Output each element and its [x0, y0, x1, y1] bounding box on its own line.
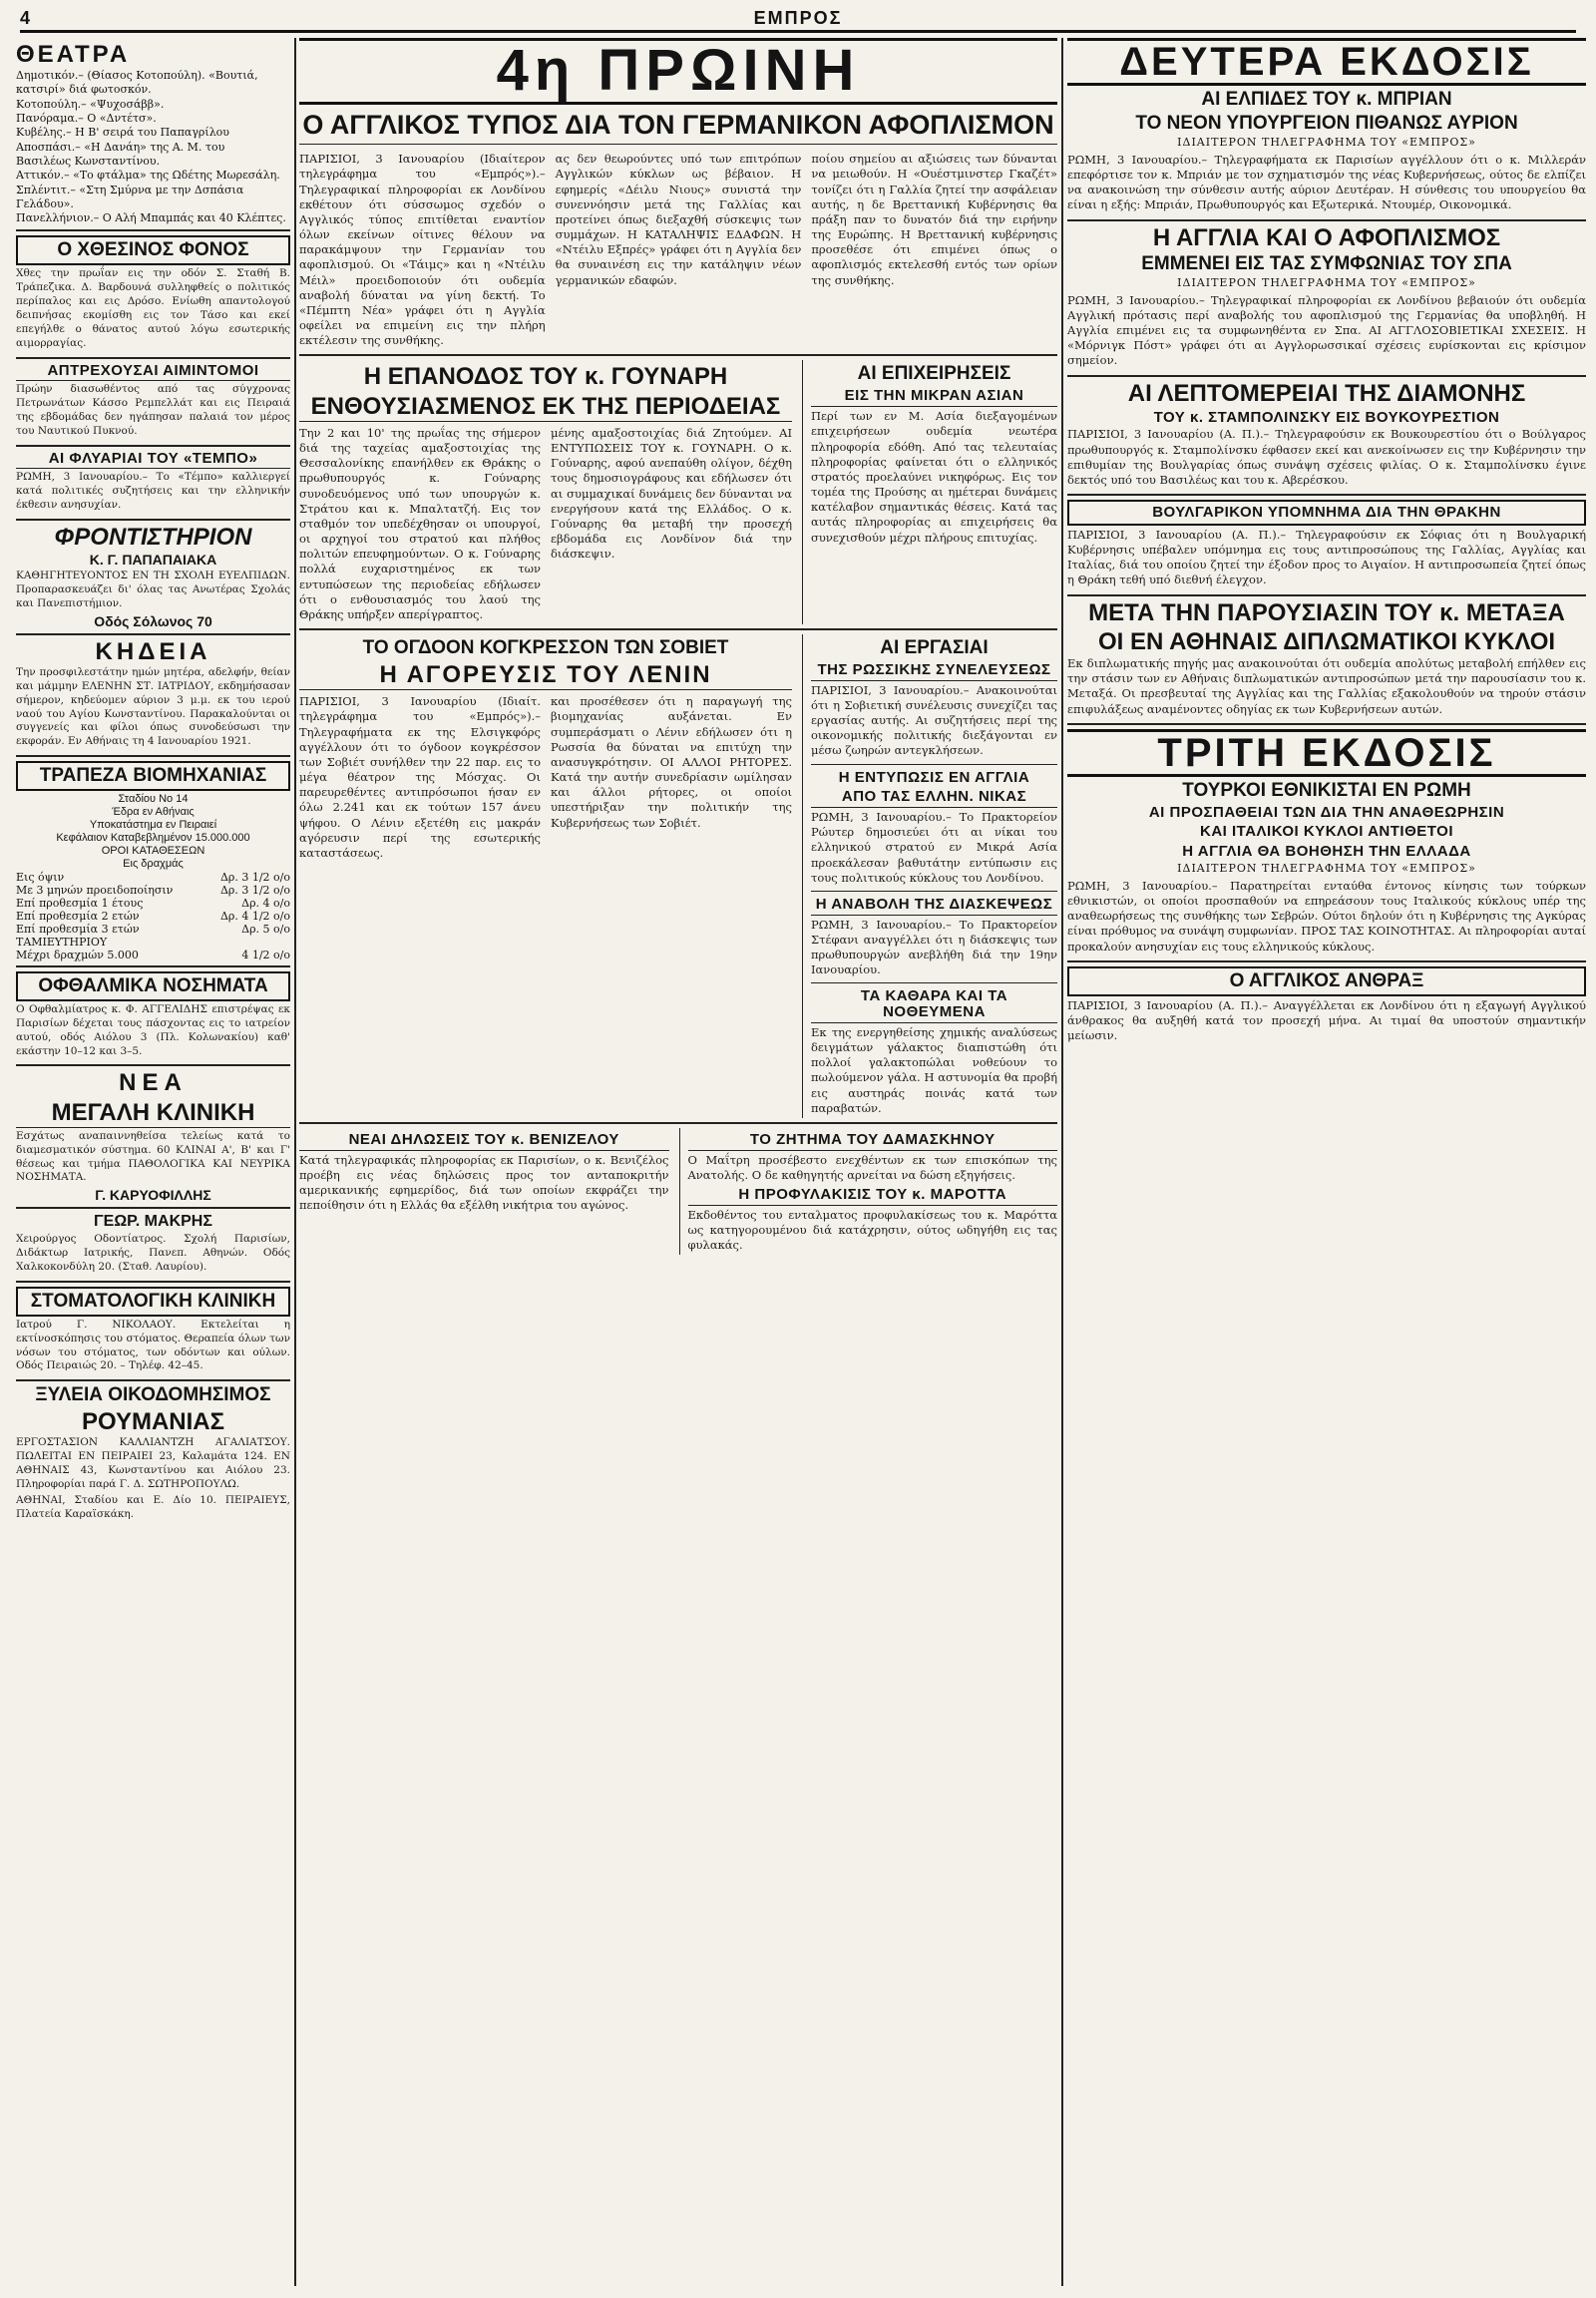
lenin-row: [299, 634, 1057, 1124]
page-number: 4: [20, 8, 33, 28]
bank-rate-value: Δρ. 3 1/2 ο/ο: [219, 884, 290, 898]
theatres-section: [16, 42, 290, 231]
bank-lines: [16, 793, 290, 870]
murder-text: Χθες την πρωΐαν εις την οδόν Σ. Σταθή Β. Τράπεζικα. Δ. Βαρδουνά συλληφθείς ο πολιτικός περίπαλος και εις Δρόσο. Ενίωθη απαντολογού δειπνήσας εκομίσθη εις τον Τάσο και εκεί επεγήλθε ο θάνατος αυτού λόγω εσωτερικής αιμορραγίας.: [16, 267, 290, 349]
theatre-listing: Αποσπάσι.– «Η Δανάη» της Α. Μ. του: [16, 140, 225, 154]
nike-text: ΡΩΜΗ, 3 Ιανουαρίου.– Το Πρακτορείον Ρώυτερ δημοσιεύει ότι αι νίκαι του ελληνικού στρατού εν Μικρά Ασία προεκάλεσαν βαθυτάτην εντύπωσιν εις τους πολιτικούς κύκλους του Λονδίνου.: [811, 810, 1057, 885]
timber-title: ΞΥΛΕΙΑ ΟΙΚΟΔΟΜΗΣΙΜΟΣ: [35, 1384, 271, 1406]
stambolinsky-text: ΠΑΡΙΣΙΟΙ, 3 Ιανουαρίου (Α. Π.).– Τηλεγραφούσιν εκ Βουκουρεστίου ότι ο Βούλγαρος πρωθυπουργός κ. Σταμπολίνσκυ έφθασεν εκεί και ανεκοίνωσεν εις την Κυβέρνησιν την επιθυμίαν της Βουλγαρίας όπως συνάψη σχέσεις φιλίας. Ο κ. Σταμπολίνσκυ έγινε δεκτός υπό του Βασιλέως και του κ. Αβερέσκου.: [1067, 427, 1586, 487]
theatre-listing: Κοτοπούλη.– «Ψυχοσάββ».: [16, 97, 165, 111]
masthead-title: ΕΜΠΡΟΣ: [753, 8, 843, 28]
eye-ad: [16, 971, 290, 1066]
disarm-byline: ΙΔΙΑΙΤΕΡΟΝ ΤΗΛΕΓΡΑΦΗΜΑ ΤΟΥ «ΕΜΠΡΟΣ»: [1177, 275, 1476, 289]
briand-title: ΑΙ ΕΛΠΙΔΕΣ ΤΟΥ κ. ΜΠΡΙΑΝ: [1201, 89, 1452, 110]
metaxas-article: [1067, 600, 1586, 725]
marotta-text: Εκδοθέντος του ενταλματος προφυλακίσεως του κ. Μαρόττα ως κατηγορουμένου διά κατάχρησιν, ούτος ωδηγήθη εις τας φυλακάς.: [687, 1207, 1057, 1253]
lenin-text: ΠΑΡΙΣΙΟΙ, 3 Ιανουαρίου (Ιδιαίτ. τηλεγράφημα του «Εμπρός»).– Τηλεγραφήματα εκ της Ελσιγκφόρς αγγέλλουν ότι το όγδοον κογκρέσσον των Σοβιέτ συνήλθεν την 22 παρ. εις το μέγα θέατρον της Μόσχας. Οι παρευρεθέντες αντιπρόσωποι ήσαν εν όλω 2.241 και εκ τούτων 157 άνευ ψήφου. Ο Λένιν εξετέθη εις μακράν αγόρευσιν περί της εσωτερικής καταστάσεως.: [299, 694, 541, 860]
theatres-title: ΘΕΑΤΡΑ: [16, 41, 131, 68]
bank-info-line: ΟΡΟΙ ΚΑΤΑΘΕΣΕΩΝ: [101, 845, 205, 858]
bank-rate-label: Εις όψιν: [16, 871, 65, 885]
dentist-name: ΓΕΩΡ. ΜΑΚΡΗΣ: [94, 1213, 212, 1231]
murder-section: [16, 235, 290, 358]
gounaris-text: Την 2 και 10' της πρωΐας της σήμερον διά της ταχείας αμαξοστοιχίας της Θεσσαλονίκης επανήλθεν εκ Θράκης ο πρωθυπουργός κ. Γούναρης συνοδευόμενος υπό των υπουργών κ. Στράτου και κ. Μπαλτατζή. Εις τον σταθμόν τον υπεδέχθησαν οι υπουργοί, οι αρχηγοί του στρατού και πλήθος πολιτών επευφημούντων. Ο κ. Γούναρης πολλά ευχαριστημένος εκ των εντυπώσεων της περιοδείας εδήλωσεν ότι ο ενθουσιασμός του λαού της Θράκης υπήρξεν απερίγραπτος.: [299, 425, 541, 621]
bank-rate-row: [16, 949, 290, 961]
bank-rate-value: Δρ. 4 ο/ο: [241, 897, 290, 911]
metaxas-subtitle: ΟΙ ΕΝ ΑΘΗΝΑΙΣ ΔΙΠΛΩΜΑΤΙΚΟΙ ΚΥΚΛΟΙ: [1097, 627, 1556, 655]
side-articles: [802, 634, 1057, 1118]
mouth-clinic-text: Ιατρού Γ. ΝΙΚΟΛΑΟΥ. Εκτελείται η εκτίνοσκόπησις του στόματος. Θεραπεία όλων των νόσων του στόματος, των οδόντων και ούλων. Οδός Πειραιώς 20. – Τηλέφ. 42–45.: [16, 1318, 290, 1372]
bank-info-line: Υποκατάστημα εν Πειραιεί: [89, 819, 217, 832]
doctors-title: ΑΠΤΡΕΧΟΥΣΑΙ ΑΙΜΙΝΤΟΜΟΙ: [16, 363, 290, 382]
dentist-text: Χειρούργος Οδοντίατρος. Σχολή Παρισίων, Διδάκτωρ Ιατρικής, Πανεπ. Αθηνών. Οδός Χαλκοκονδύλη 20. (Σταθ. Λαυρίου).: [16, 1233, 290, 1274]
coal-title: Ο ΑΓΓΛΙΚΟΣ ΑΝΘΡΑΞ: [1067, 966, 1586, 996]
bottom-row: [299, 1128, 1057, 1255]
third-edition-article: [1067, 729, 1586, 962]
theatre-listing: Κυβέλης.– Η Β' σειρά του Παπαγρίλου: [16, 126, 229, 140]
column-rule: [294, 38, 296, 2286]
asia-text: Περί των εν Μ. Ασία διεξαγομένων επιχειρήσεων ουδεμία νεωτέρα πληροφορία εδόθη. Από τας τελευταίας πληροφορίας φαίνεται ότι ο ελληνικός στρατός προελαύνει νικηφόρως. Εις τον τομέα της Προύσης αι ημέτεραι δυνάμεις κατέλαβον σημαντικάς θέσεις. Κατά τας αυτάς πληροφορίας αι επιχειρήσεις θα συνεχισθούν μέχρι πλήρους επιτυχίας.: [811, 409, 1057, 545]
stambolinsky-article: [1067, 381, 1586, 497]
clinic-new-label: ΝΕΑ: [119, 1069, 188, 1097]
school-title: ΦΡΟΝΤΙΣΤΗΡΙΟΝ: [54, 524, 252, 552]
bank-rate-row: [16, 897, 290, 910]
nike-subtitle: ΑΠΟ ΤΑΣ ΕΛΛΗΝ. ΝΙΚΑΣ: [811, 789, 1057, 808]
funeral-text: Την προσφιλεστάτην ημών μητέρα, αδελφήν, θείαν και μάμμην ΕΛΕΝΗΝ ΣΤ. ΙΑΤΡΙΔΟΥ, εκδημήσασαν σήμερον, κηδεύομεν αύριον 3 μ.μ. εκ του ιερού ναού του Αγίου Κωνσταντίνου. Παρακαλούνται οι συγγενείς και φίλοι όπως συνοδεύσωσι την εκφοράν. Εν Αθήναις τη 4 Ιανουαρίου 1921.: [16, 666, 290, 748]
divider: [299, 144, 1057, 145]
edition-title-third: ΤΡΙΤΗ ΕΚΔΟΣΙΣ: [1067, 729, 1586, 777]
lenin-text-2: και προσέθεσεν ότι η παραγωγή της βιομηχανίας αυξάνεται. Εν συμπεράσματι ο Λένιν εδήλωσεν ότι η Ρωσσία θα δύναται να επιτύχη την ανασυγκρότησιν. ΟΙ ΑΛΛΟΙ ΡΗΤΟΡΕΣ. Κατά την αυτήν συνεδρίασιν ωμίλησαν και άλλοι ρήτορες, οι οποίοι υπεστήριξαν την πολιτικήν της Κυβερνήσεως των Σοβιέτ.: [551, 694, 792, 830]
damaskinos-title: ΤΟ ΖΗΤΗΜΑ ΤΟΥ ΔΑΜΑΣΚΗΝΟΥ: [688, 1132, 1058, 1151]
theatre-listing: Σπλέντιτ.– «Στη Σμύρνα με την Δσπάσια Γελάδου».: [16, 183, 244, 210]
doctors-text: Πρώην διασωθέντος από τας σύγχρονας Πετρωνάτων Κάσσο Ρεμπελλάτ και εις Πειραιά της εβδομάδας δεν ηγάπησαν παλαιά τον μέρος του Ναυτικού Πυκνού.: [16, 383, 290, 437]
congress-title: ΑΙ ΕΡΓΑΣΙΑΙ: [880, 637, 989, 659]
bank-rate-value: 4 1/2 ο/ο: [241, 949, 290, 962]
timber-subtitle: ΡΟΥΜΑΝΙΑΣ: [81, 1408, 225, 1436]
middle-column: [299, 38, 1057, 2286]
coal-text: ΠΑΡΙΣΙΟΙ, 3 Ιανουαρίου (Α. Π.).– Αναγγέλλεται εκ Λονδίνου ότι η εξαγωγή Αγγλικού άνθρακος θα αυξηθή κατά τον προσεχή μήνα. Αι τιμαί θα υποστούν σημαντικήν μείωσιν.: [1067, 997, 1586, 1042]
clinic-ad: [16, 1070, 290, 1209]
main-article-col2: ας δεν θεωρούντες υπό των επιτρόπων Αγγλικών κύκλων ως βέβαιον. Η εφημερίς «Δέιλυ Νιους» συνιστά την συνεννόησιν μετά της Γαλλίας και προτείνει όπως διεξαχθή σύσκεψις των συμμάχων. Η ΚΑΤΑΛΗΨΙΣ ΕΔΑΦΩΝ. Η «Ντέιλυ Εξπρές» γράφει ότι η Αγγλία δεν θα συναινέση εις την κατάληψιν νέων γερμανικών εδαφών.: [555, 152, 802, 287]
clean-title: ΤΑ ΚΑΘΑΡΑ ΚΑΙ ΤΑ ΝΟΘΕΥΜΕΝΑ: [811, 988, 1057, 1023]
third-subtitle-2: ΚΑΙ ΙΤΑΛΙΚΟΙ ΚΥΚΛΟΙ ΑΝΤΙΘΕΤΟΙ: [1200, 823, 1453, 841]
briand-text: ΡΩΜΗ, 3 Ιανουαρίου.– Τηλεγραφήματα εκ Παρισίων αγγέλλουν ότι ο κ. Μιλλεράν επεφόρτισε τον κ. Μπριάν με τον σχηματισμόν της νέας Κυβερνήσεως, ούτος δε ελπίζει να ανακοινώση την σύνθεσιν αυτής αύριον Δευτέραν. Η σύνθεσις του υπουργείου θα είναι η εξής: Μπριάν, Πρωθυπουργός και Εξωτερικά. Ντουμέρ, Οικονομικά.: [1067, 152, 1586, 212]
bank-rate-row: [16, 910, 290, 923]
left-column: [16, 38, 290, 2286]
postponement-text: ΡΩΜΗ, 3 Ιανουαρίου.– Το Πρακτορείον Στέφανι αναγγέλλει ότι η διάσκεψις των πρωθυπουργών ανεβλήθη διά την 19ην Ιανουαρίου.: [811, 917, 1057, 977]
clinic-title: ΜΕΓΑΛΗ ΚΛΙΝΙΚΗ: [16, 1100, 290, 1128]
disarm-text: ΡΩΜΗ, 3 Ιανουαρίου.– Τηλεγραφικαί πληροφορίαι εκ Λονδίνου βεβαιούν ότι ουδεμία Αγγλική πρότασις περί αναβολής του αφοπλισμού της Γερμανίας θα υποβληθή. Η Αγγλία επιμένει εις τα συμφωνηθέντα εν Σπα. ΑΙ ΑΓΓΛΟΣΟΒΙΕΤΙΚΑΙ ΣΧΕΣΕΙΣ. Η «Μόρνιγκ Πόστ» γράφει ότι αι Αγγλορωσσικαί σχέσεις ευρίσκονται εις κρίσιμον σημείον.: [1067, 292, 1586, 368]
bank-info-line: Εις δραχμάς: [123, 858, 184, 871]
eye-title: ΟΦΘΑΛΜΙΚΑ ΝΟΣΗΜΑΤΑ: [16, 971, 290, 1001]
clinic-director: Γ. ΚΑΡΥΟΦΙΛΛΗΣ: [95, 1187, 211, 1204]
lenin-subtitle: Η ΑΓΟΡΕΥΣΙΣ ΤΟΥ ΛΕΝΙΝ: [299, 662, 792, 690]
dentist-ad: [16, 1213, 290, 1283]
school-address: Οδός Σόλωνος 70: [94, 612, 212, 629]
edition-title-middle: 4η ΠΡΩΙΝΗ: [299, 38, 1057, 105]
bank-rate-label: Επί προθεσμία 3 ετών: [16, 923, 140, 937]
doctors-section: [16, 363, 290, 447]
gounaris-title: Η ΕΠΑΝΟΔΟΣ ΤΟΥ κ. ΓΟΥΝΑΡΗ: [363, 363, 728, 391]
bank-rates-table: [16, 871, 290, 961]
school-text: ΚΑΘΗΓΗΤΕΥΟΝΤΟΣ ΕΝ ΤΗ ΣΧΟΛΗ ΕΥΕΛΠΙΔΩΝ. Προπαρασκευάζει δι' όλας τας Ανωτέρας Σχολάς και Πανεπιστήμιον.: [16, 570, 290, 609]
main-article-col3: ποίου σημείου αι αξιώσεις των δύνανται να μειωθούν. Η «Ουέστμινστερ Γκαζέτ» τονίζει ότι η Γαλλία ζητεί την ασφάλειαν αυτής, η δε Βρεττανική Κυβέρνησις θα πράξη παν το δυνατόν διά την ειρήνην της Ευρώπης. Η Βρεττανική κυβέρνησις προσεθέσε ότι επιμένει όπως ο αφοπλισμός εκτελεσθή εντός των ορίων της συνθήκης.: [811, 152, 1057, 287]
thrace-text: ΠΑΡΙΣΙΟΙ, 3 Ιανουαρίου (Α. Π.).– Τηλεγραφούσιν εκ Σόφιας ότι η Βουλγαρική Κυβέρνησις υπέβαλεν υπόμνημα εις τους αντιπροσώπους της Γαλλίας, Αγγλίας και Ιταλίας, διά του οποίου ζητεί την έξοδον προς το Αιγαίον. Η αντιπροσωπεία ζητεί όπως η Θράκη τεθή υπό διεθνή έλεγχον.: [1067, 527, 1586, 587]
theatre-listing: Πανελλήνιον.– Ο Αλή Μπαμπάς και 40 Κλέπτες.: [16, 211, 286, 225]
bank-ad: [16, 761, 290, 967]
theatre-listing: Βασιλέως Κωνσταντίνου.: [16, 154, 161, 168]
briand-byline: ΙΔΙΑΙΤΕΡΟΝ ΤΗΛΕΓΡΑΦΗΜΑ ΤΟΥ «ΕΜΠΡΟΣ»: [1177, 135, 1476, 149]
school-ad: [16, 525, 290, 635]
main-headline: Ο ΑΓΓΛΙΚΟΣ ΤΥΠΟΣ ΔΙΑ ΤΟΝ ΓΕΡΜΑΝΙΚΟΝ ΑΦΟΠΛΙΣΜΟΝ: [302, 109, 1054, 140]
stambolinsky-subtitle: ΤΟΥ κ. ΣΤΑΜΠΟΛΙΝΣΚΥ ΕΙΣ ΒΟΥΚΟΥΡΕΣΤΙΟΝ: [1153, 408, 1500, 426]
third-subtitle-3: Η ΑΓΓΛΙΑ ΘΑ ΒΟΗΘΗΣΗ ΤΗΝ ΕΛΛΑΔΑ: [1182, 843, 1471, 861]
congress-text: ΠΑΡΙΣΙΟΙ, 3 Ιανουαρίου.– Ανακοινούται ότι η Σοβιετική συνέλευσις συνεχίζει τας εργασίας αυτής. Αι συζητήσεις περί της οικονομικής πολιτικής διεξάγονται εν μέσω ζωηρών αντεγκλήσεων.: [811, 682, 1057, 758]
bank-rate-value: Δρ. 4 1/2 ο/ο: [219, 910, 290, 924]
lenin-title: ΤΟ ΟΓΔΟΟΝ ΚΟΓΚΡΕΣΣΟΝ ΤΩΝ ΣΟΒΙΕΤ: [362, 637, 729, 659]
right-column: [1067, 38, 1586, 2286]
gounaris-text-2: μένης αμαξοστοιχίας διά Ζητούμεν. ΑΙ ΕΝΤΥΠΩΣΕΙΣ ΤΟΥ κ. ΓΟΥΝΑΡΗ. Ο κ. Γούναρης, αφού ανεπαύθη ολίγον, δέχθη τους δημοσιογράφους και εδήλωσεν ότι αι συμμαχικαί δυνάμεις δεν δύνανται να ενεργήσουν κατά της Ελλάδος. Ο κ. Γούναρης θα μεταβή την προσεχή εβδομάδα εις Λονδίνον διά την διάσκεψιν.: [551, 425, 792, 562]
asia-subtitle: ΕΙΣ ΤΗΝ ΜΙΚΡΑΝ ΑΣΙΑΝ: [811, 388, 1057, 407]
bank-info-line: Σταδίου Νο 14: [118, 793, 189, 806]
briand-subtitle: ΤΟ ΝΕΟΝ ΥΠΟΥΡΓΕΙΟΝ ΠΙΘΑΝΩΣ ΑΥΡΙΟΝ: [1135, 112, 1518, 134]
bank-rate-label: ΤΑΜΙΕΥΤΗΡΙΟΥ: [16, 936, 108, 950]
venizelos-title: ΝΕΑΙ ΔΗΛΩΣΕΙΣ ΤΟΥ κ. ΒΕΝΙΖΕΛΟΥ: [299, 1132, 669, 1151]
tempo-section: [16, 451, 290, 521]
timber-footer: ΑΘΗΝΑΙ, Σταδίου και Ε. Δίο 10. ΠΕΙΡΑΙΕΥΣ, Πλατεία Καραϊσκάκη.: [16, 1493, 290, 1520]
marotta-title: Η ΠΡΟΦΥΛΑΚΙΣΙΣ ΤΟΥ κ. ΜΑΡΟΤΤΑ: [688, 1187, 1058, 1206]
venizelos-article: [299, 1128, 669, 1255]
asia-title: ΑΙ ΕΠΙΧΕΙΡΗΣΕΙΣ: [857, 363, 1011, 385]
third-byline: ΙΔΙΑΙΤΕΡΟΝ ΤΗΛΕΓΡΑΦΗΜΑ ΤΟΥ «ΕΜΠΡΟΣ»: [1177, 861, 1476, 875]
third-text: ΡΩΜΗ, 3 Ιανουαρίου.– Παρατηρείται ενταύθα έντονος κίνησις των τούρκων εθνικιστών, οι οποίοι προσπαθούν να επηρεάσουν τους Ιταλικούς κύκλους υπέρ της αναθεωρήσεως της συνθήκης των Σεβρών. Ούτοι δηλούν ότι η Κυβέρνησις της Αγκύρας είναι πρόθυμος να συνάψη συμφωνίαν. ΠΡΟΣ ΤΑΣ ΚΟΙΝΟΤΗΤΑΣ. Αι πληροφορίαι αυταί προκαλούν ανησυχίαν εις τους ελληνικούς κύκλους.: [1067, 878, 1586, 954]
gounaris-subtitle: ΕΝΘΟΥΣΙΑΣΜΕΝΟΣ ΕΚ ΤΗΣ ΠΕΡΙΟΔΕΙΑΣ: [299, 394, 792, 422]
main-article: [299, 150, 1057, 356]
masthead: [20, 8, 1576, 33]
timber-ad: [16, 1385, 290, 1521]
column-rule: [1061, 38, 1063, 2286]
postponement-title: Η ΑΝΑΒΟΛΗ ΤΗΣ ΔΙΑΣΚΕΨΕΩΣ: [811, 897, 1057, 916]
gounaris-article: [299, 360, 792, 624]
disarm-article: [1067, 225, 1586, 377]
bank-rate-label: Επί προθεσμία 2 ετών: [16, 910, 140, 924]
theatre-listing: Πανόραμα.– Ο «Δντέτσ».: [16, 112, 157, 126]
funeral-section: [16, 639, 290, 757]
funeral-title: ΚΗΔΕΙΑ: [95, 637, 211, 665]
disarm-subtitle: ΕΜΜΕΝΕΙ ΕΙΣ ΤΑΣ ΣΥΜΦΩΝΙΑΣ ΤΟΥ ΣΠΑ: [1141, 252, 1512, 274]
stambolinsky-title: ΑΙ ΛΕΠΤΟΜΕΡΕΙΑΙ ΤΗΣ ΔΙΑΜΟΝΗΣ: [1127, 379, 1526, 407]
bank-rate-row: [16, 923, 290, 936]
murder-title: Ο ΧΘΕΣΙΝΟΣ ΦΟΝΟΣ: [16, 235, 290, 265]
theatre-listing: Αττικόν.– «Το φτάλμα» της Ωδέτης Μωρεσάλη.: [16, 169, 280, 183]
school-subtitle: Κ. Γ. ΠΑΠΑΠΑΙΑΚΑ: [89, 552, 217, 569]
theatres-list: [16, 69, 290, 225]
bank-info-line: Κεφάλαιον Καταβεβλημένον 15.000.000: [56, 832, 250, 845]
metaxas-title: ΜΕΤΑ ΤΗΝ ΠΑΡΟΥΣΙΑΣΙΝ ΤΟΥ κ. ΜΕΤΑΞΑ: [1088, 598, 1565, 626]
bank-rate-row: [16, 871, 290, 884]
bank-rate-label: Επί προθεσμία 1 έτους: [16, 897, 144, 911]
venizelos-text: Κατά τηλεγραφικάς πληροφορίας εκ Παρισίων, ο κ. Βενιζέλος προέβη εις νέας δηλώσεις προς τον ανταποκριτήν αμερικανικής εφημερίδος, διά των οποίων εκφράζει την πεποίθησιν ότι η Ελλάς θα εξέλθη νικήτρια του αγώνος.: [299, 1152, 669, 1213]
main-article-col1: ΠΑΡΙΣΙΟΙ, 3 Ιανουαρίου (Ιδιαίτερον τηλεγράφημα του «Εμπρός»).– Τηλεγραφικαί πληροφορίαι εκ Λονδίνου εκθέτουν ότι σύσσωμος σχεδόν ο Αγγλικός τύπος επιτίθεται εναντίον όλων εκείνων οίτινες θέλουν να παρακάμψουν την Γερμανίαν του αφοπλισμού. Οι «Τάιμς» και η «Ντέιλυ Μέιλ» προειδοποιούν ότι ουδεμία αναβολή δύναται να γίνη δεκτή. Το «Πέμπτη Νέα» γράφει ότι η Αγγλία οφείλει να επιμείνη εις την πλήρη εκτέλεσιν της συνθήκης.: [299, 152, 546, 348]
bank-rate-value: Δρ. 5 ο/ο: [241, 923, 290, 937]
thrace-article: [1067, 500, 1586, 595]
bank-rate-label: Μέχρι δραχμών 5.000: [16, 949, 139, 962]
edition-title-right: ΔΕΥΤΕΡΑ ΕΚΔΟΣΙΣ: [1067, 38, 1586, 86]
metaxas-text: Εκ διπλωματικής πηγής μας ανακοινούται ότι ουδεμία απολύτως μεταβολή επήλθεν εις την στάσιν των εν Αθήναις διπλωματικών αντιπροσώπων μετά την παρουσίασιν του κ. Μεταξά. Οι πρεσβευταί της Αγγλίας και της Γαλλίας εξακολουθούν να τηρούν στάσιν επιφυλάξεως αναμένοντες οδηγίας εκ των Κυβερνήσεων αυτών.: [1067, 655, 1586, 716]
asia-article: [802, 360, 1057, 624]
tempo-text: ΡΩΜΗ, 3 Ιανουαρίου.– Το «Τέμπο» καλλιεργεί κατά πολιτικές συζητήσεις και την ελληνικήν έκθεσιν ανησυχίαν.: [16, 471, 290, 512]
disarm-title: Η ΑΓΓΛΙΑ ΚΑΙ Ο ΑΦΟΠΛΙΣΜΟΣ: [1152, 223, 1501, 251]
eye-text: Ο Οφθαλμίατρος κ. Φ. ΑΓΓΕΛΙΔΗΣ επιστρέψας εκ Παρισίων δέχεται τους πάσχοντας εις το ιατρείον αυτού, οδός Αιόλου 3 (Πλ. Κολωνακίου) καθ' εκάστην 10–12 και 3–5.: [16, 1003, 290, 1057]
misc-articles: [679, 1128, 1058, 1255]
coal-article: [1067, 966, 1586, 1043]
damaskinos-text: Ο Μαΐτρη προσέβεστο ενεχθέντων εκ των επισκόπων της Ανατολής. Ο δε καθηγητής αρνείται να δώση εξηγήσεις.: [687, 1152, 1057, 1182]
timber-text: ΕΡΓΟΣΤΑΣΙΟΝ ΚΑΛΛΙΑΝΤΖΗ ΑΓΑΛΙΑΤΣΟΥ. ΠΩΛΕΙΤΑΙ ΕΝ ΠΕΙΡΑΙΕΙ 23, Καλαμάτα 124. ΕΝ ΑΘΗΝΑΙΣ 43, Κωνσταντίνου και Αιόλου 23. Πληροφορίαι παρά Γ. Δ. ΣΩΤΗΡΟΠΟΥΛΩ.: [16, 1436, 290, 1490]
tempo-title: ΑΙ ΦΛΥΑΡΙΑΙ ΤΟΥ «ΤΕΜΠΟ»: [16, 451, 290, 470]
gounaris-asia-row: [299, 360, 1057, 630]
theatre-listing: Δημοτικόν.– (Θίασος Κοτοπούλη). «Βουτιά, κατσιρί» διά φωτοσκόν.: [16, 69, 258, 97]
briand-article: [1067, 90, 1586, 221]
clinic-text: Εσχάτως αναπαιννηθείσα τελείως κατά το διαμεσματικόν σύστημα. 60 ΚΛΙΝΑΙ Α', Β' και Γ' θέσεως και τμήμα ΠΑΘΟΛΟΓΙΚΑ ΚΑΙ ΝΕΥΡΙΚΑ ΝΟΣΗΜΑΤΑ.: [16, 1129, 290, 1184]
mouth-clinic-title: ΣΤΟΜΑΤΟΛΟΓΙΚΗ ΚΛΙΝΙΚΗ: [16, 1287, 290, 1317]
congress-subtitle: ΤΗΣ ΡΩΣΣΙΚΗΣ ΣΥΝΕΛΕΥΣΕΩΣ: [811, 662, 1057, 681]
bank-info-line: Έδρα εν Αθήναις: [112, 806, 195, 819]
third-subtitle-1: ΑΙ ΠΡΟΣΠΑΘΕΙΑΙ ΤΩΝ ΔΙΑ ΤΗΝ ΑΝΑΘΕΩΡΗΣΙΝ: [1148, 803, 1505, 821]
third-headline: ΤΟΥΡΚΟΙ ΕΘΝΙΚΙΣΤΑΙ ΕΝ ΡΩΜΗ: [1182, 779, 1471, 801]
bank-rate-label: Με 3 μηνών προειδοποίησιν: [16, 884, 174, 898]
bank-title: ΤΡΑΠΕΖΑ ΒΙΟΜΗΧΑΝΙΑΣ: [16, 761, 290, 791]
thrace-title: ΒΟΥΛΓΑΡΙΚΟΝ ΥΠΟΜΝΗΜΑ ΔΙΑ ΤΗΝ ΘΡΑΚΗΝ: [1067, 500, 1586, 526]
bank-rate-row: [16, 936, 290, 949]
bank-rate-row: [16, 884, 290, 897]
nike-title: Η ΕΝΤΥΠΩΣΙΣ ΕΝ ΑΓΓΛΙΑ: [838, 768, 1030, 786]
clean-text: Εκ της ενεργηθείσης χημικής αναλύσεως δειγμάτων γάλακτος διαπιστώθη ότι πολλοί γαλακτοπώλαι νοθεύουν το πωλούμενον γάλα. Η αστυνομία θα προβή εις αυστηράς ποινάς κατά των παραβατών.: [811, 1024, 1057, 1115]
lenin-article: [299, 634, 792, 1118]
mouth-clinic-ad: [16, 1287, 290, 1381]
bank-rate-value: Δρ. 3 1/2 ο/ο: [219, 871, 290, 885]
